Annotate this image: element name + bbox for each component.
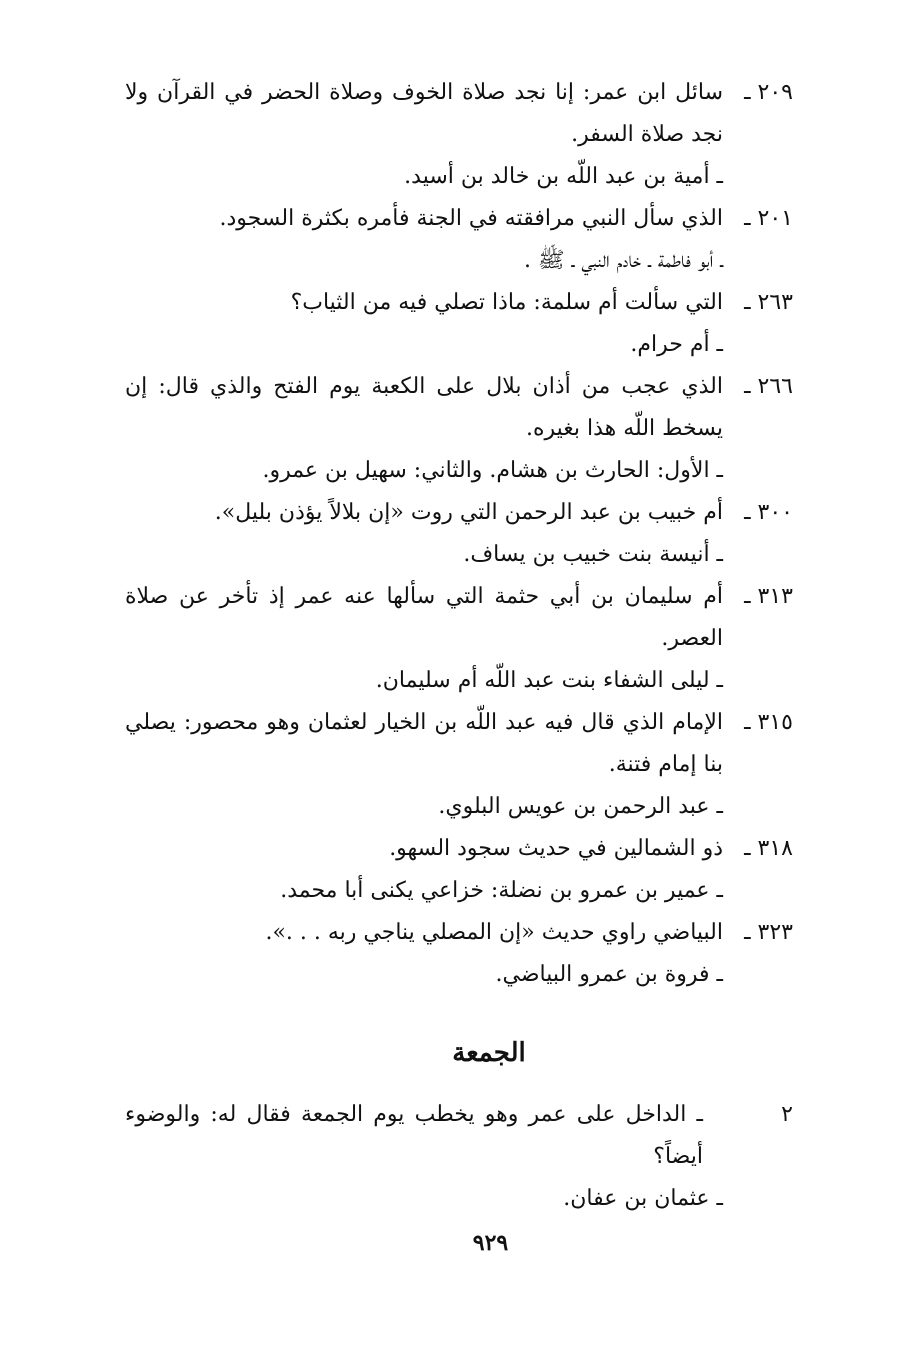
entry-number: ٢٦٣ ـ — [744, 290, 793, 315]
entry-question: سائل ابن عمر: إنا نجد صلاة الخوف وصلاة الحضر في القرآن ولا نجد صلاة السفر. — [125, 80, 723, 147]
entry-question: الذي عجب من أذان بلال على الكعبة يوم الفتح والذي قال: إن يسخط اللّه هذا بغيره. — [125, 374, 723, 441]
entry-number: ٢٦٦ ـ — [744, 374, 793, 399]
entry-number: ٢٠١ ـ — [744, 206, 793, 231]
entry-question: الذي سأل النبي مرافقته في الجنة فأمره بكثرة السجود. — [219, 206, 723, 231]
entry-answer: ـ عبد الرحمن بن عويس البلوي. — [438, 794, 723, 819]
page-number: ٩٢٩ — [472, 1230, 509, 1256]
entry-answer: ـ ليلى الشفاء بنت عبد اللّه أم سليمان. — [375, 668, 723, 693]
entry-answer: ـ عمير بن عمرو بن نضلة: خزاعي يكنى أبا محمد. — [280, 878, 723, 903]
entry-question: ذو الشمالين في حديث سجود السهو. — [389, 836, 723, 861]
entry-question: البياضي راوي حديث «إن المصلي يناجي ربه . . .». — [265, 920, 723, 945]
entry — [125, 366, 793, 450]
entry — [125, 702, 793, 786]
entry — [125, 912, 793, 954]
entry-answer: ـ عثمان بن عفان. — [563, 1186, 723, 1211]
entry — [125, 1094, 793, 1178]
entry-answer: ـ أم حرام. — [630, 332, 723, 357]
entry-number: ٣١٥ ـ — [744, 710, 793, 735]
entry — [125, 828, 793, 870]
entry-answer: ـ أمية بن عبد اللّه بن خالد بن أسيد. — [404, 164, 723, 189]
entry-number: ٣٢٣ ـ — [744, 920, 793, 945]
entry-number: ٢٠٩ ـ — [744, 80, 793, 105]
entry — [125, 492, 793, 534]
section-title: الجمعة — [452, 1038, 526, 1068]
entry-question: ـ الداخل على عمر وهو يخطب يوم الجمعة فقال له: والوضوء أيضاً؟ — [125, 1102, 703, 1169]
entry — [125, 72, 793, 156]
entry-answer: ـ فروة بن عمرو البياضي. — [495, 962, 723, 987]
entry-number: ٢ — [781, 1102, 793, 1127]
entry-answer: ـ الأول: الحارث بن هشام. والثاني: سهيل بن عمرو. — [262, 458, 723, 483]
entry — [125, 198, 793, 240]
entry-question: الإمام الذي قال فيه عبد اللّه بن الخيار لعثمان وهو محصور: يصلي بنا إمام فتنة. — [125, 710, 723, 777]
entry — [125, 282, 793, 324]
entry-answer: ـ أبو فاطمة ـ خادم النبي ـ ﷺ . — [524, 248, 723, 273]
text-column — [125, 72, 793, 1220]
entry-question: التي سألت أم سلمة: ماذا تصلي فيه من الثياب؟ — [290, 290, 723, 315]
entry-question: أم خبيب بن عبد الرحمن التي روت «إن بلالاً يؤذن بليل». — [214, 500, 723, 525]
entry-question: أم سليمان بن أبي حثمة التي سألها عنه عمر إذ تأخر عن صلاة العصر. — [125, 584, 723, 651]
entry-answer: ـ أنيسة بنت خبيب بن يساف. — [463, 542, 723, 567]
entry-number: ٣٠٠ ـ — [744, 500, 793, 525]
entry — [125, 576, 793, 660]
entry-number: ٣١٨ ـ — [744, 836, 793, 861]
entry-number: ٣١٣ ـ — [744, 584, 793, 609]
